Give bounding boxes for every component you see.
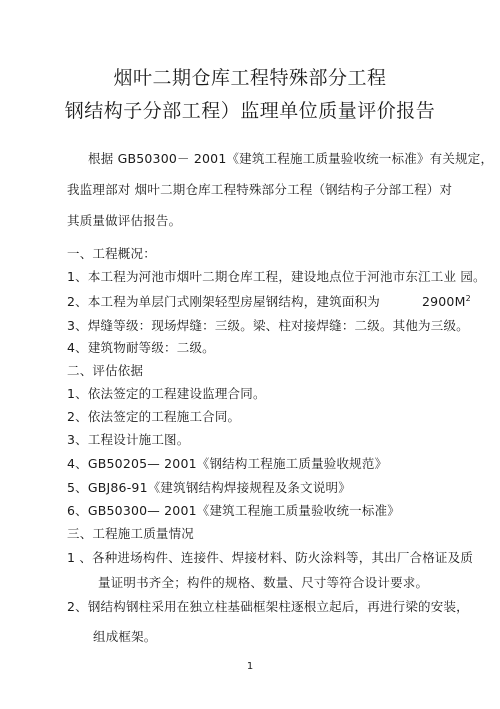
intro-line2: 我监理部对 烟叶二期仓库工程特殊部分工程（钢结构子分部工程）对 (67, 182, 453, 197)
section1-item1: 1、本工程为河池市烟叶二期仓库工程，建设地点位于河池市东江工业 园。 (67, 269, 486, 284)
area-unit-superscript: 2 (465, 294, 471, 303)
section2-item2: 2、依法签定的工程施工合同。 (67, 409, 241, 424)
section2-item4: 4、GB50205— 2001《钢结构工程施工质量验收规范》 (67, 456, 388, 471)
section2-item6: 6、GB50300— 2001《建筑工程施工质量验收统一标准》 (67, 503, 400, 518)
page-number: 1 (246, 661, 254, 672)
section3-item1-line2: 量证明书齐全；构件的规格、数量、尺寸等符合设计要求。 (98, 575, 429, 590)
section2-item5: 5、GBJ86-91《建筑钢结构焊接规程及条文说明》 (67, 480, 351, 495)
section1-heading: 一、工程概况： (67, 246, 156, 261)
section1-item2 (67, 292, 471, 310)
document-title-line1: 烟叶二期仓库工程特殊部分工程 (113, 67, 387, 89)
section3-heading: 三、工程施工质量情况 (67, 526, 195, 541)
section2-item3: 3、工程设计施工图。 (67, 432, 190, 447)
section1-item4: 4、建筑物耐等级：二级。 (67, 340, 215, 355)
section3-item1-line1: 1 、各种进场构件、连接件、焊接材料、防火涂料等，其出厂合格证及质 (67, 550, 474, 565)
section2-heading: 二、评估依据 (67, 363, 144, 378)
section3-item2-line1: 2、钢结构钢柱采用在独立柱基础框架柱逐根立起后，再进行梁的安装， (67, 599, 469, 614)
intro-line3: 其质量做评估报告。 (67, 213, 182, 228)
building-area-value: 2900M (421, 294, 466, 309)
intro-line1: 根据 GB50300－ 2001《建筑工程施工质量验收统一标准》有关规定， (88, 151, 494, 166)
section2-item1: 1、依法签定的工程建设监理合同。 (67, 386, 266, 401)
section1-item3: 3、焊缝等级：现场焊缝：三级。梁、柱对接焊缝：二级。其他为三级。 (67, 318, 469, 333)
section3-item2-line2: 组成框架。 (93, 629, 157, 644)
section1-item2-text: 2、本工程为单层门式刚架轻型房屋钢结构，建筑面积为 (67, 294, 380, 309)
document-title-line2: 钢结构子分部工程）监理单位质量评价报告 (64, 100, 436, 122)
